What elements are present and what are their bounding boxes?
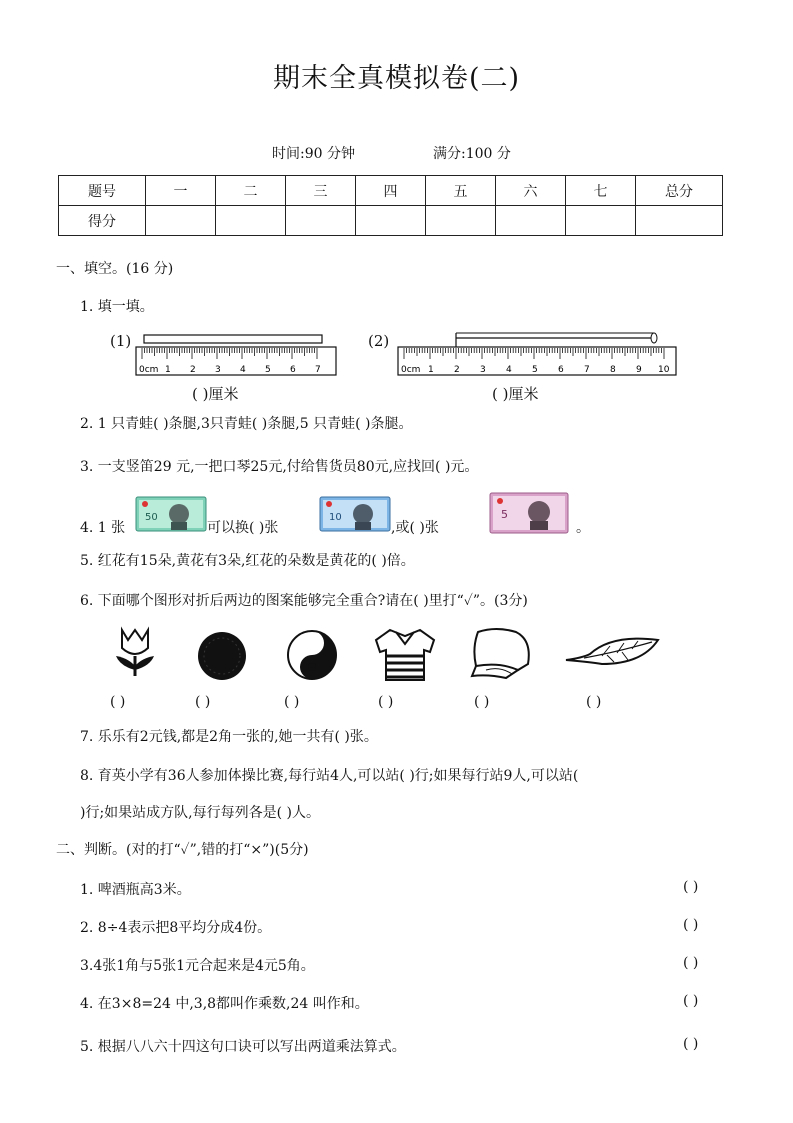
answer-paren[interactable]: ( ) [586, 694, 602, 710]
ruler2-tick-label: 8 [610, 365, 616, 375]
judge-item: 2. 8÷4表示把8平均分成4份。 [80, 920, 272, 936]
ruler2-tick-label: 9 [636, 365, 642, 375]
ruler1-tick-label: 1 [165, 365, 171, 375]
score-input-cell[interactable] [286, 206, 356, 236]
banknote-5-icon [489, 492, 569, 534]
table-cell: 得分 [59, 206, 146, 236]
table-cell: 七 [566, 176, 636, 206]
ruler2-unit: 0cm [401, 365, 421, 375]
table-cell: 六 [496, 176, 566, 206]
table-cell: 五 [426, 176, 496, 206]
section1-heading: 一、填空。(16 分) [56, 261, 174, 277]
score-input-cell[interactable] [216, 206, 286, 236]
answer-paren[interactable]: ( ) [474, 694, 490, 710]
ruler2-tick-label: 7 [584, 365, 590, 375]
answer-paren[interactable]: ( ) [378, 694, 394, 710]
ruler1-label: (1) [110, 332, 132, 350]
table-cell: 三 [286, 176, 356, 206]
judge-item: 1. 啤酒瓶高3米。 [80, 882, 191, 898]
question-2: 2. 1 只青蛙( )条腿,3只青蛙( )条腿,5 只青蛙( )条腿。 [80, 416, 413, 432]
question-8-line2: )行;如果站成方队,每行每列各是( )人。 [80, 805, 321, 821]
question-1: 1. 填一填。 [80, 299, 154, 315]
ruler2-tick-label: 3 [480, 365, 486, 375]
ruler2-label: (2) [368, 332, 390, 350]
question-4-mid1: 可以换( )张 [207, 520, 279, 536]
ruler1-tick-label: 3 [215, 365, 221, 375]
question-3: 3. 一支竖笛29 元,一把口琴25元,付给售货员80元,应找回( )元。 [80, 459, 479, 475]
table-row [59, 176, 723, 206]
ruler2-tick-label: 5 [532, 365, 538, 375]
time-info: 时间:90 分钟 [272, 146, 355, 162]
question-4-mid2: ,或( )张 [391, 520, 439, 536]
question-7: 7. 乐乐有2元钱,都是2角一张的,她一共有( )张。 [80, 729, 378, 745]
score-input-cell[interactable] [146, 206, 216, 236]
banknote-50-icon [135, 496, 207, 532]
ruler2-tick-label: 10 [658, 365, 670, 375]
ruler1-answer[interactable]: ( )厘米 [192, 385, 239, 403]
judge-item: 3.4张1角与5张1元合起来是4元5角。 [80, 958, 315, 974]
judge-item: 5. 根据八八六十四这句口诀可以写出两道乘法算式。 [80, 1039, 406, 1055]
score-input-cell[interactable] [496, 206, 566, 236]
page-title: 期末全真模拟卷(二) [272, 63, 521, 94]
ruler2-tick-label: 2 [454, 365, 460, 375]
banknote-50-value: 50 [145, 512, 158, 523]
score-input-cell[interactable] [636, 206, 723, 236]
table-cell: 一 [146, 176, 216, 206]
answer-paren[interactable]: ( ) [110, 694, 126, 710]
banknote-5-value: 5 [501, 508, 508, 521]
answer-paren[interactable]: ( ) [284, 694, 300, 710]
yin-yang-icon [285, 628, 339, 682]
full-score-info: 满分:100 分 [433, 146, 511, 162]
banknote-10-value: 10 [329, 512, 342, 523]
striped-shirt-icon [372, 626, 438, 684]
ruler2-answer[interactable]: ( )厘米 [492, 385, 539, 403]
ruler2 [396, 330, 680, 378]
black-circle-icon [196, 630, 248, 682]
question-6: 6. 下面哪个图形对折后两边的图案能够完全重合?请在( )里打“✓”。(3分) [80, 593, 528, 609]
question-8-line1: 8. 育英小学有36人参加体操比赛,每行站4人,可以站( )行;如果每行站9人,可以站( [80, 768, 579, 784]
ruler1-tick-label: 7 [315, 365, 321, 375]
ruler1-tick-label: 5 [265, 365, 271, 375]
judge-answer-paren[interactable]: ( ) [683, 879, 699, 895]
banknote-10-icon [319, 496, 391, 532]
judge-answer-paren[interactable]: ( ) [683, 917, 699, 933]
answer-paren[interactable]: ( ) [195, 694, 211, 710]
score-input-cell[interactable] [566, 206, 636, 236]
judge-answer-paren[interactable]: ( ) [683, 955, 699, 971]
table-row [59, 206, 723, 236]
score-input-cell[interactable] [426, 206, 496, 236]
cap-icon [466, 626, 540, 682]
question-4-prefix: 4. 1 张 [80, 520, 126, 536]
judge-answer-paren[interactable]: ( ) [683, 993, 699, 1009]
judge-answer-paren[interactable]: ( ) [683, 1036, 699, 1052]
ruler1-unit: 0cm [139, 365, 159, 375]
section2-heading: 二、判断。(对的打“✓”,错的打“×”)(5分) [56, 842, 309, 858]
score-input-cell[interactable] [356, 206, 426, 236]
question-4-end: 。 [576, 520, 590, 536]
table-cell: 题号 [59, 176, 146, 206]
question-5: 5. 红花有15朵,黄花有3朵,红花的朵数是黄花的( )倍。 [80, 553, 415, 569]
judge-item: 4. 在3×8=24 中,3,8都叫作乘数,24 叫作和。 [80, 996, 369, 1012]
tulip-icon [110, 626, 160, 682]
ruler1 [134, 330, 339, 378]
ruler2-tick-label: 6 [558, 365, 564, 375]
score-table [58, 175, 723, 236]
ruler1-tick-label: 6 [290, 365, 296, 375]
table-cell: 总分 [636, 176, 723, 206]
ruler2-tick-label: 4 [506, 365, 512, 375]
leaf-icon [562, 632, 662, 672]
ruler1-tick-label: 4 [240, 365, 246, 375]
table-cell: 四 [356, 176, 426, 206]
ruler2-tick-label: 1 [428, 365, 434, 375]
table-cell: 二 [216, 176, 286, 206]
ruler1-tick-label: 2 [190, 365, 196, 375]
